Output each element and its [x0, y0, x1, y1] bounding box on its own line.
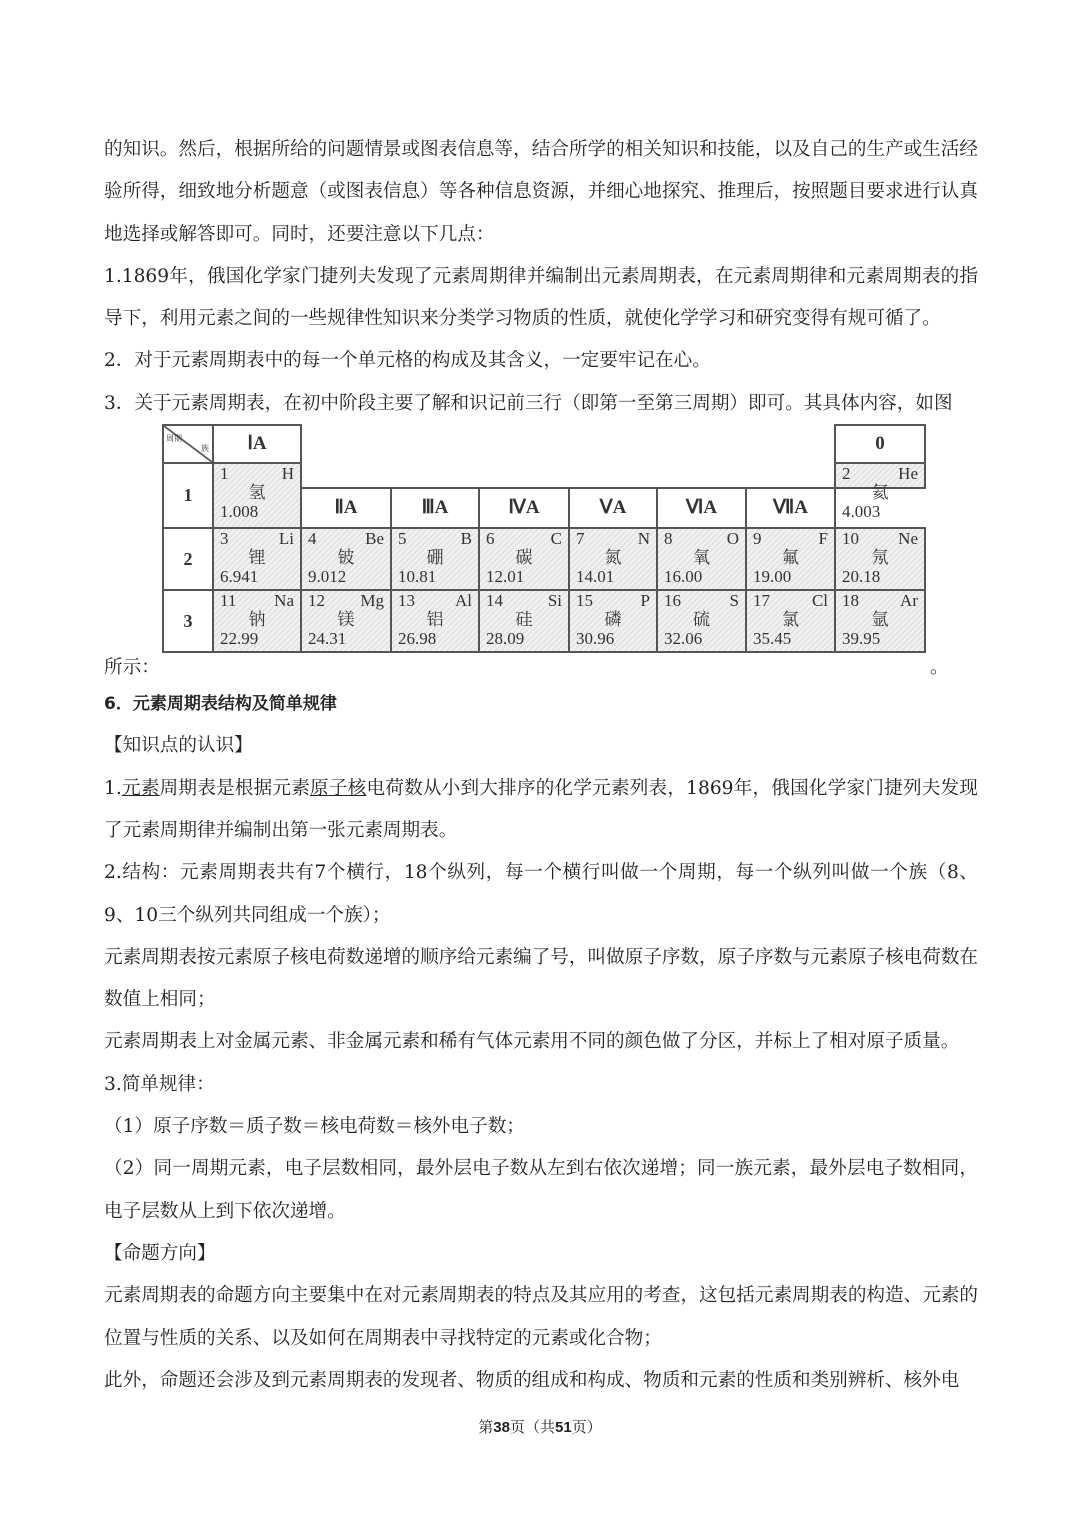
element-cell [212, 527, 302, 591]
page-footer [0, 1416, 1080, 1437]
intro-paragraph: 的知识。然后，根据所给的问题情景或图表信息等，结合所学的相关知识和技能，以及自己的生产或生活经验所得，细致地分析题意（或图表信息）等各种信息资源，并细心地探究、推理后，按照题目要求进行认真地选择或解答即可。同时，还要注意以下几点： [104, 139, 978, 245]
group-header: ⅤA [568, 487, 658, 529]
atomic-mass: 32.06 [664, 629, 703, 649]
intro-point-2: 2．对于元素周期表中的每一个单元格的构成及其含义，一定要牢记在心。 [104, 350, 711, 372]
element-symbol: F [818, 529, 828, 549]
atomic-mass: 6.941 [220, 567, 259, 587]
text: 第 [478, 1418, 494, 1436]
element-name: 硫 [693, 610, 710, 630]
element-symbol: Na [274, 591, 294, 611]
group-header: 0 [834, 424, 926, 464]
element-name: 硼 [426, 548, 444, 568]
text: 页（共 [509, 1418, 555, 1436]
knowledge-paragraph: （1）原子序数＝质子数＝核电荷数＝核外电子数； [104, 1116, 525, 1138]
element-name: 铍 [337, 548, 355, 568]
table-corner [162, 424, 214, 464]
atomic-number: 18 [842, 591, 859, 611]
element-cell [478, 589, 570, 653]
corner-group-label: 族 [201, 444, 209, 454]
period-label: 1 [162, 462, 214, 529]
element-symbol: Al [455, 591, 472, 611]
element-cell [212, 462, 302, 529]
direction-title: 【命题方向】 [104, 1242, 216, 1264]
element-symbol: Li [278, 529, 294, 549]
atomic-number: 14 [486, 591, 503, 611]
atomic-mass: 10.81 [398, 567, 437, 587]
text: 1. [104, 777, 122, 799]
atomic-mass: 30.96 [576, 629, 615, 649]
section-heading: 6．元素周期表结构及简单规律 [104, 694, 337, 715]
atomic-number: 15 [576, 591, 593, 611]
atomic-number: 11 [220, 591, 237, 611]
atomic-mass: 16.00 [664, 567, 703, 587]
atomic-number: 6 [486, 529, 495, 549]
figure-prefix: 所示： [104, 656, 160, 678]
atomic-mass: 14.01 [576, 567, 615, 587]
element-name: 氦 [871, 483, 889, 503]
atomic-number: 1 [220, 464, 229, 484]
element-cell [390, 589, 480, 653]
element-name: 氯 [782, 610, 799, 630]
element-symbol: Cl [811, 591, 828, 611]
group-header: ⅥA [656, 487, 747, 529]
page-content [104, 129, 978, 1402]
direction-paragraph: 元素周期表的命题方向主要集中在对元素周期表的特点及其应用的考查，这包括元素周期表的构造、元素的位置与性质的关系、以及如何在周期表中寻找特定的元素或化合物； [104, 1285, 978, 1349]
element-symbol: H [281, 464, 294, 484]
element-name: 锂 [248, 548, 266, 568]
atomic-mass: 39.95 [842, 629, 881, 649]
element-symbol: S [729, 591, 739, 611]
knowledge-title: 【知识点的认识】 [104, 735, 253, 757]
text: 周期表是根据元素 [159, 777, 311, 799]
knowledge-paragraph: （2）同一周期元素，电子层数相同，最外层电子数从左到右依次递增；同一族元素，最外层电子数相同，电子层数从上到下依次递增。 [104, 1158, 978, 1222]
element-symbol: Be [365, 529, 384, 549]
atomic-number: 5 [398, 529, 407, 549]
element-cell [656, 589, 747, 653]
figure-suffix: 。 [930, 656, 949, 678]
text: 电荷数从小到大排序的化学元素列表，1869年，俄国化学家门捷列夫发现了元素周期律并编制出第一张元素周期表。 [104, 777, 978, 841]
group-header: ⅢA [390, 487, 480, 529]
element-cell [834, 462, 926, 522]
underlined-term: 元素 [121, 777, 160, 799]
atomic-mass: 9.012 [308, 567, 347, 587]
element-cell [568, 527, 658, 591]
knowledge-paragraph: 3.简单规律： [104, 1073, 215, 1095]
atomic-number: 9 [753, 529, 762, 549]
atomic-number: 2 [842, 464, 851, 484]
element-name: 氧 [693, 548, 710, 568]
element-cell [390, 527, 480, 591]
element-name: 氟 [782, 548, 799, 568]
intro-point-1: 1.1869年，俄国化学家门捷列夫发现了元素周期律并编制出元素周期表，在元素周期律和元素周期表的指导下，利用元素之间的一些规律性知识来分类学习物质的性质，就使化学学习和研究变得有规可循了。 [104, 265, 978, 330]
period-label: 3 [162, 589, 214, 653]
element-name: 氩 [871, 610, 889, 630]
atomic-mass: 19.00 [753, 567, 792, 587]
periodic-table [162, 424, 926, 653]
text: 页） [571, 1418, 602, 1436]
element-name: 镁 [337, 610, 355, 630]
atomic-mass: 1.008 [220, 502, 259, 522]
atomic-number: 13 [398, 591, 415, 611]
atomic-number: 10 [842, 529, 859, 549]
element-name: 氮 [604, 548, 622, 568]
atomic-number: 8 [664, 529, 673, 549]
corner-period-label: 周期 [166, 433, 182, 443]
element-name: 氢 [248, 483, 266, 503]
group-header: ⅡA [300, 487, 392, 529]
knowledge-paragraph: 元素周期表上对金属元素、非金属元素和稀有气体元素用不同的颜色做了分区，并标上了相对原子质量。 [104, 1031, 960, 1053]
element-name: 硅 [515, 610, 533, 630]
element-symbol: Si [547, 591, 562, 611]
atomic-number: 17 [753, 591, 770, 611]
element-cell [568, 589, 658, 653]
element-name: 氖 [871, 548, 889, 568]
knowledge-paragraph: 2.结构：元素周期表共有7个横行，18个纵列，每一个横行叫做一个周期，每一个纵列叫做一个族（8、9、10三个纵列共同组成一个族）； [104, 862, 978, 926]
atomic-mass: 28.09 [486, 629, 525, 649]
underlined-term: 原子核 [310, 777, 367, 799]
element-cell [745, 527, 836, 591]
knowledge-paragraph: 元素周期表按元素原子核电荷数递增的顺序给元素编了号，叫做原子序数，原子序数与元素原子核电荷数在数值上相同； [104, 946, 978, 1011]
element-cell [478, 527, 570, 591]
element-cell [212, 589, 302, 653]
element-name: 磷 [604, 610, 622, 630]
atomic-mass: 22.99 [220, 629, 259, 649]
element-symbol: P [640, 591, 650, 611]
atomic-mass: 35.45 [753, 629, 792, 649]
atomic-mass: 20.18 [842, 567, 881, 587]
element-cell [300, 527, 392, 591]
atomic-number: 16 [664, 591, 681, 611]
element-cell [745, 589, 836, 653]
group-header: ⅠA [212, 424, 302, 464]
element-symbol: O [726, 529, 739, 549]
periodic-table-figure [104, 425, 978, 683]
element-name: 碳 [515, 548, 533, 568]
atomic-mass: 24.31 [308, 629, 347, 649]
element-symbol: Ne [898, 529, 918, 549]
element-name: 铝 [426, 610, 444, 630]
element-symbol: Ar [900, 591, 918, 611]
element-cell [300, 589, 392, 653]
atomic-number: 4 [308, 529, 317, 549]
atomic-mass: 26.98 [398, 629, 437, 649]
atomic-number: 3 [220, 529, 229, 549]
atomic-number: 12 [308, 591, 325, 611]
element-cell [834, 589, 926, 653]
group-header: ⅣA [478, 487, 570, 529]
intro-point-3: 3．关于元素周期表，在初中阶段主要了解和识记前三行（即第一至第三周期）即可。其具体内容，如图 [104, 392, 953, 414]
element-symbol: He [898, 464, 918, 484]
element-symbol: B [460, 529, 472, 549]
element-cell [656, 527, 747, 591]
knowledge-point-1 [104, 768, 978, 853]
group-header: ⅦA [745, 487, 836, 529]
period-label: 2 [162, 527, 214, 591]
element-symbol: Mg [360, 591, 384, 611]
atomic-mass: 4.003 [842, 502, 881, 522]
total-pages: 51 [555, 1419, 572, 1436]
direction-paragraph: 此外，命题还会涉及到元素周期表的发现者、物质的组成和构成、物质和元素的性质和类别辨析、核外电 [104, 1369, 960, 1391]
atomic-number: 7 [576, 529, 585, 549]
element-name: 钠 [248, 610, 266, 630]
element-symbol: N [637, 529, 650, 549]
element-cell [834, 527, 926, 591]
atomic-mass: 12.01 [486, 567, 525, 587]
element-symbol: C [550, 529, 562, 549]
page-number: 38 [493, 1419, 510, 1436]
